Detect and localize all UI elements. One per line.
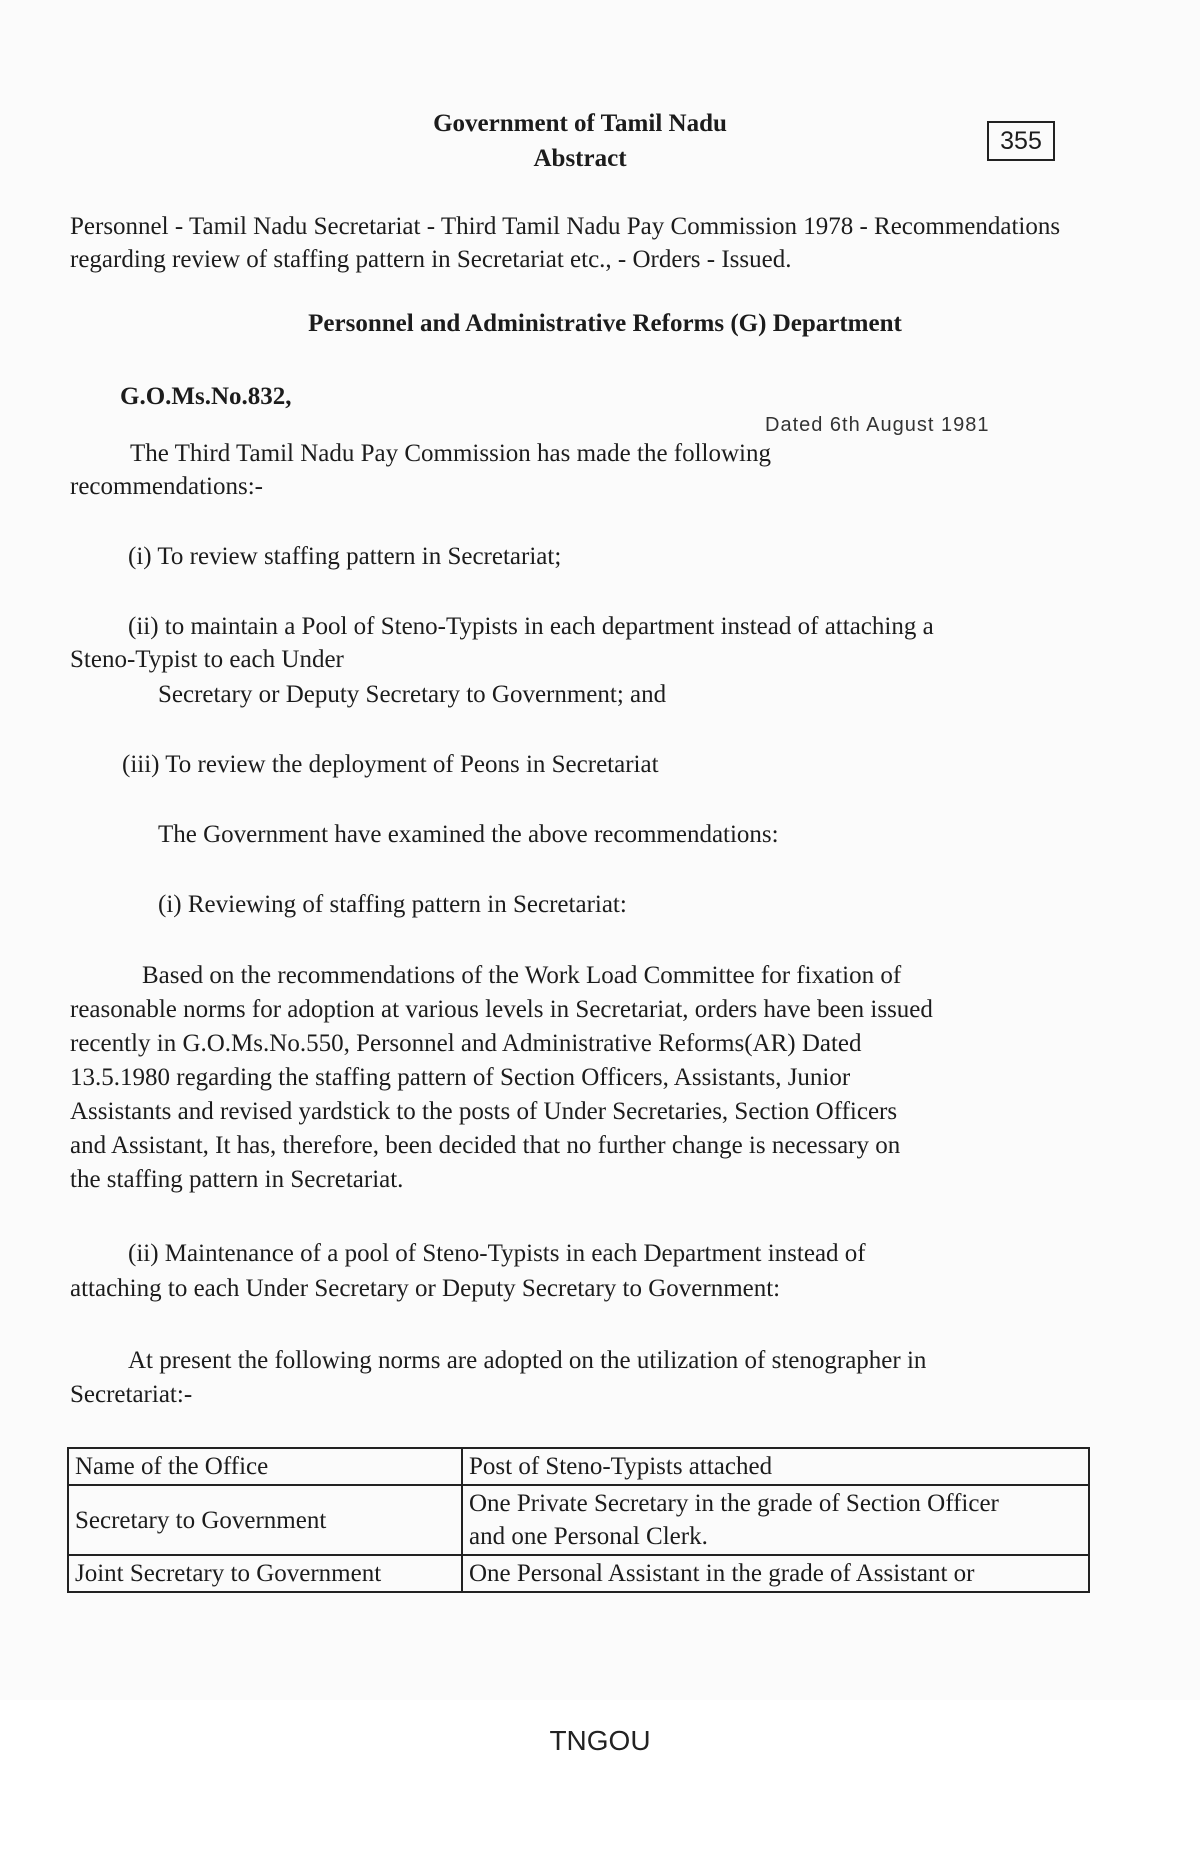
table-row	[68, 1485, 1089, 1555]
section-1-line: Based on the recommendations of the Work Load Committee for fixation of	[142, 962, 902, 989]
subject-text: Personnel - Tamil Nadu Secretariat - Third Tamil Nadu Pay Commission 1978 - Recommendations regarding review of staffing pattern in Secretariat etc., - Orders - Issued.	[70, 213, 1061, 273]
section-2-heading-line-1: (ii) Maintenance of a pool of Steno-Typists in each Department instead of	[128, 1240, 866, 1267]
norms-line-1: At present the following norms are adopted on the utilization of stenographer in	[128, 1347, 927, 1374]
header-government: Government of Tamil Nadu	[433, 110, 727, 137]
norms-line-2: Secretariat:-	[70, 1381, 193, 1408]
table-cell-office: Joint Secretary to Government	[68, 1555, 462, 1592]
table-cell-post-line: One Private Secretary in the grade of Section Officer	[469, 1490, 999, 1517]
footer-label: TNGOU	[549, 1725, 651, 1756]
table-header-post: Post of Steno-Typists attached	[462, 1448, 1089, 1485]
table-row	[68, 1555, 1089, 1592]
table-cell-office: Secretary to Government	[68, 1485, 462, 1555]
section-1-line: and Assistant, It has, therefore, been decided that no further change is necessary on	[70, 1132, 901, 1159]
department-title: Personnel and Administrative Reforms (G) Department	[308, 310, 902, 337]
table-cell-post	[462, 1485, 1089, 1555]
recommendation-2-line-1: (ii) to maintain a Pool of Steno-Typists in each department instead of attaching a	[128, 613, 934, 640]
section-1-line: recently in G.O.Ms.No.550, Personnel and Administrative Reforms(AR) Dated	[70, 1030, 862, 1057]
section-1-heading: (i) Reviewing of staffing pattern in Secretariat:	[158, 891, 627, 918]
intro-line-1: The Third Tamil Nadu Pay Commission has made the following	[130, 440, 772, 467]
section-1-line: Assistants and revised yardstick to the posts of Under Secretaries, Section Officers	[70, 1098, 898, 1125]
recommendation-1: (i) To review staffing pattern in Secretariat;	[128, 543, 562, 570]
recommendation-3: (iii) To review the deployment of Peons in Secretariat	[122, 751, 659, 778]
section-1-line: 13.5.1980 regarding the staffing pattern of Section Officers, Assistants, Junior	[70, 1064, 851, 1091]
table-header-office: Name of the Office	[68, 1448, 462, 1485]
recommendation-2-line-2: Steno-Typist to each Under	[70, 646, 344, 673]
intro-line-2: recommendations:-	[70, 473, 263, 500]
go-number: G.O.Ms.No.832,	[120, 383, 292, 410]
table-cell-post-line: One Personal Assistant in the grade of Assistant or	[469, 1560, 975, 1587]
dated-text: Dated 6th August 1981	[765, 414, 990, 436]
section-2-heading-line-2: attaching to each Under Secretary or Deputy Secretary to Government:	[70, 1275, 781, 1302]
table-header-row	[68, 1448, 1089, 1485]
examined-text: The Government have examined the above recommendations:	[158, 821, 779, 848]
steno-norms-table	[67, 1447, 1090, 1593]
section-1-body	[70, 959, 1130, 1197]
recommendation-2-line-3: Secretary or Deputy Secretary to Government; and	[158, 681, 667, 708]
header-abstract: Abstract	[533, 145, 627, 172]
table-cell-post	[462, 1555, 1089, 1592]
section-1-line: reasonable norms for adoption at various levels in Secretariat, orders have been issued	[70, 996, 933, 1023]
section-1-line: the staffing pattern in Secretariat.	[70, 1166, 404, 1193]
page-number-box: 355	[987, 121, 1055, 161]
table-cell-post-line: and one Personal Clerk.	[469, 1523, 708, 1550]
